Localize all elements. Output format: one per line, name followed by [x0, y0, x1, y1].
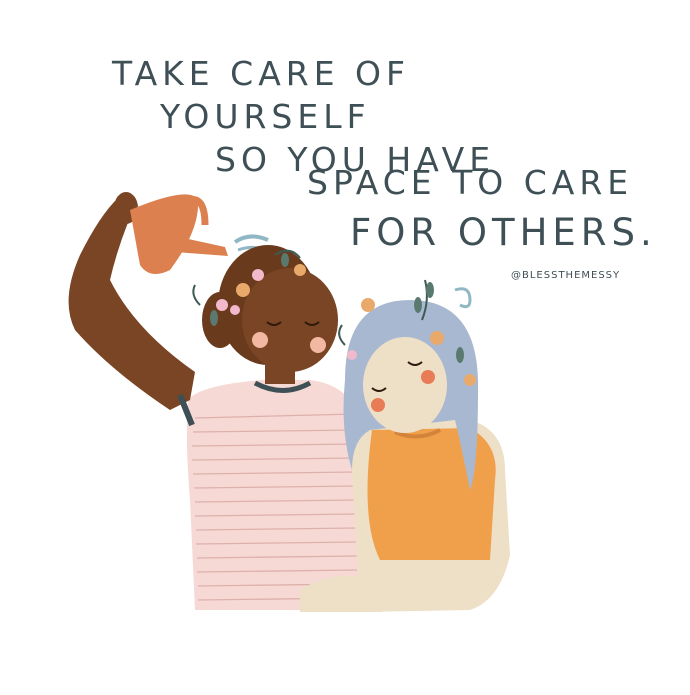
quote-line-2: YOURSELF [160, 97, 371, 136]
quote-line-4: SPACE TO CARE [307, 163, 634, 202]
pink-shirt [187, 380, 360, 610]
quote-line-3: SO YOU HAVE [215, 140, 496, 179]
artist-credit: @BLESSTHEMESSY [511, 270, 621, 281]
quote-line-1: TAKE CARE OF [112, 54, 410, 93]
quote-line-5: FOR OTHERS. [350, 211, 657, 254]
left-figure-head [202, 245, 338, 384]
